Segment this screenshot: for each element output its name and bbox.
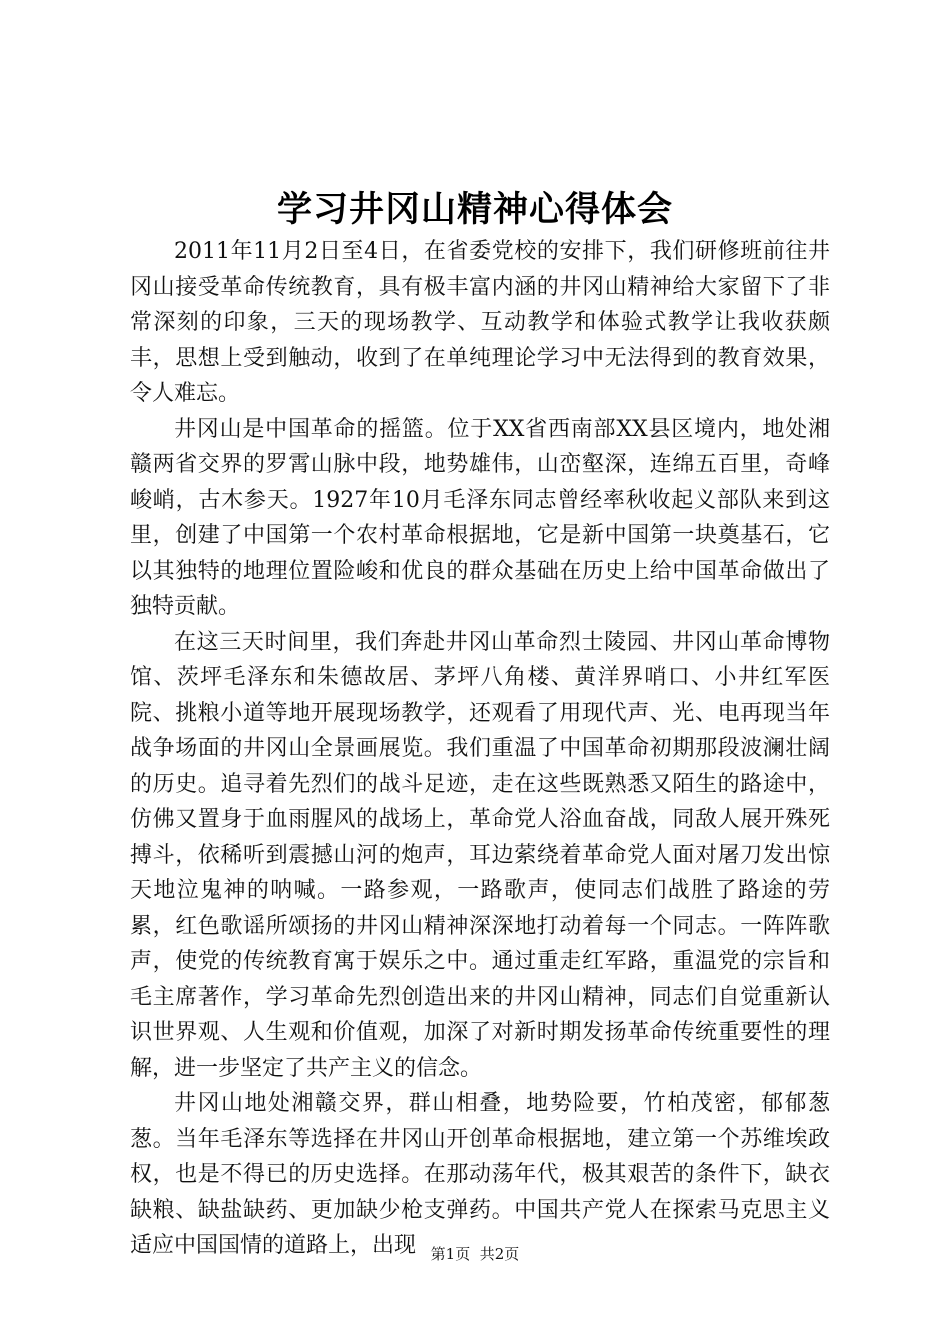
page-total: 共2页 bbox=[479, 1245, 520, 1263]
page-number: 第1页 bbox=[430, 1245, 471, 1263]
paragraph: 2011年11月2日至4日，在省委党校的安排下，我们研修班前往井冈山接受革命传统教育，具有极丰富内涵的井冈山精神给大家留下了非常深刻的印象，三天的现场教学、互动教学和体验式教学让我收获颇丰，思想上受到触动，收到了在单纯理论学习中无法得到的教育效果，令人难忘。 bbox=[130, 239, 830, 406]
document-title: 学习井冈山精神心得体会 bbox=[276, 189, 673, 230]
document-body bbox=[130, 234, 830, 1264]
page-footer bbox=[0, 1244, 950, 1264]
paragraph: 井冈山地处湘赣交界，群山相叠，地势险要，竹柏茂密，郁郁葱葱。当年毛泽东等选择在井冈山开创革命根据地，建立第一个苏维埃政权，也是不得已的历史选择。在那动荡年代，极其艰苦的条件下，缺衣缺粮、缺盐缺药、更加缺少枪支弹药。中国共产党人在探索马克思主义适应中国国情的道路上，出现 bbox=[130, 1091, 830, 1258]
paragraph: 在这三天时间里，我们奔赴井冈山革命烈士陵园、井冈山革命博物馆、茨坪毛泽东和朱德故居、茅坪八角楼、黄洋界哨口、小井红军医院、挑粮小道等地开展现场教学，还观看了用现代声、光、电再现当年战争场面的井冈山全景画展览。我们重温了中国革命初期那段波澜壮阔的历史。追寻着先烈们的战斗足迹，走在这些既熟悉又陌生的路途中，仿佛又置身于血雨腥风的战场上，革命党人浴血奋战，同敌人展开殊死搏斗，依稀听到震撼山河的炮声，耳边萦绕着革命党人面对屠刀发出惊天地泣鬼神的呐喊。一路参观，一路歌声，使同志们战胜了路途的劳累，红色歌谣所颂扬的井冈山精神深深地打动着每一个同志。一阵阵歌声，使党的传统教育寓于娱乐之中。通过重走红军路，重温党的宗旨和毛主席著作，学习革命先烈创造出来的井冈山精神，同志们自觉重新认识世界观、人生观和价值观，加深了对新时期发扬革命传统重要性的理解，进一步坚定了共产主义的信念。 bbox=[130, 629, 830, 1081]
footer-separator bbox=[470, 1245, 480, 1263]
paragraph: 井冈山是中国革命的摇篮。位于XX省西南部XX县区境内，地处湘赣两省交界的罗霄山脉中段，地势雄伟，山峦壑深，连绵五百里，奇峰峻峭，古木参天。1927年10月毛泽东同志曾经率秋收起义部队来到这里，创建了中国第一个农村革命根据地，它是新中国第一块奠基石，它以其独特的地理位置险峻和优良的群众基础在历史上给中国革命做出了独特贡献。 bbox=[130, 416, 830, 619]
